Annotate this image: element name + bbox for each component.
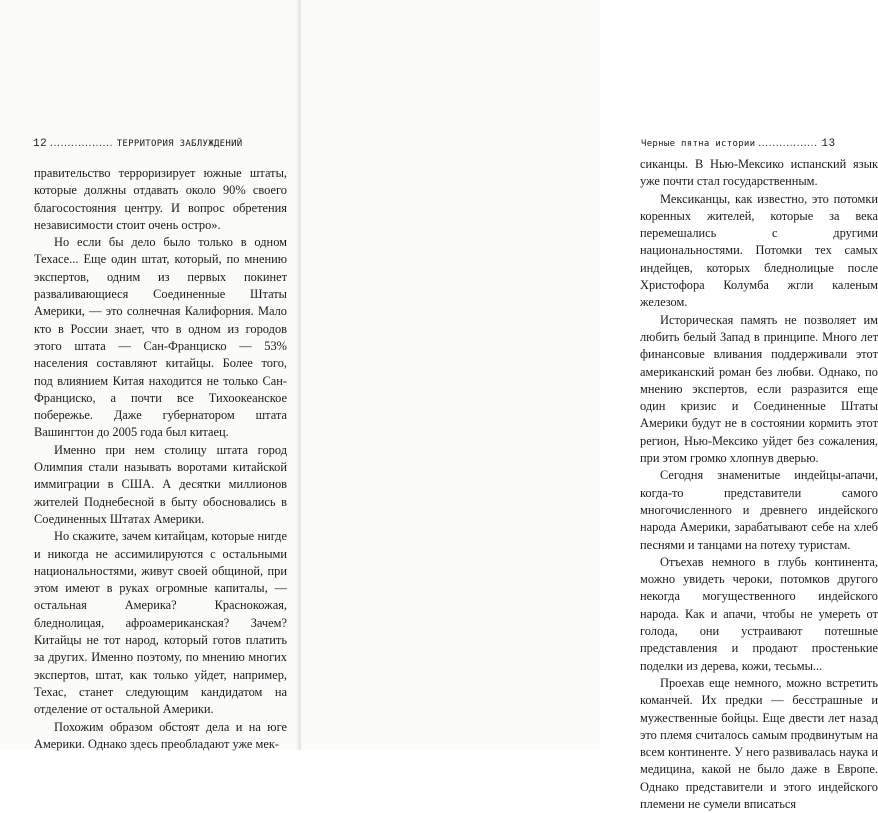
- right-page-header: [641, 138, 874, 154]
- paragraph: Похожим образом обстоят дела и на юге Америки. Однако здесь преобладают уже мек-: [34, 719, 287, 751]
- left-page-body: [34, 165, 287, 753]
- paragraph: Историческая память не позволяет им любить белый Запад в принципе. Много лет финансовые вливания поддерживали этот американский роман без любви. Однако, по мнению экспертов, если разразится еще один кризис и Соединенные Штаты Америки будут не в состоянии кормить этот регион, Нью-Мексико уйдет без сожаления, при этом громко хлопнув дверью.: [640, 312, 878, 466]
- left-header-title: ТЕРРИТОРИЯ ЗАБЛУЖДЕНИЙ: [116, 139, 243, 149]
- paragraph: Но скажите, зачем китайцам, которые нигде и никогда не ассимилируются с остальными национальностями, живут своей общиной, при этом имеют в руках огромные капиталы, — остальная Америка? Краснокожая, бледнолицая, афроамериканская? Зачем? Китайцы не тот народ, который готов платить за других. Именно поэтому, по мнению многих экспертов, штат, как только уйдет, например, Техас, станет следующим кандидатом на отделение от остальной Америки.: [34, 529, 287, 717]
- paragraph: Отъехав немного в глубь континента, можно увидеть чероки, потомков другого некогда могущественного индейского народа. Как и апачи, чтобы не умереть от голода, они устраивают потешные представления и продают простенькие поделки из дерева, кожи, тесьмы...: [640, 554, 878, 673]
- left-page-number: 12: [33, 138, 48, 150]
- header-leader-dots: ..................: [50, 138, 117, 149]
- paragraph: сиканцы. В Нью-Мексико испанский язык уже почти стал государственным.: [640, 157, 878, 189]
- paragraph: Но если бы дело было только в одном Техасе... Еще один штат, который, по мнению экспертов, одним из первых покинет разваливающиеся Соединенные Штаты Америки, — это солнечная Калифорния. Мало кто в России знает, что в одном из городов этого штата — Сан-Франциско — 53% населения составляют китайцы. Более того, под влиянием Китая находится не только Сан-Франциско, а почти все Тихоокеанское побережье. Даже губернатором штата Вашингтон до 2005 года был китаец.: [34, 235, 287, 440]
- right-page-body: [640, 156, 878, 813]
- paragraph: Проехав еще немного, можно встретить команчей. Их предки — бесстрашные и мужественные бойцы. Еще двести лет назад это племя считалось самым продвинутым на всем континенте. У него развивалась наука и медицина, какой не было даже в Европе. Однако представители и этого индейского племени не сумели вписаться: [640, 675, 878, 811]
- right-page-number: 13: [821, 138, 836, 150]
- left-page-header: [33, 138, 291, 154]
- right-header-title: Черные пятна истории: [641, 139, 756, 149]
- paragraph: Именно при нем столицу штата город Олимпия стали называть воротами китайской иммиграции в США. А десятки миллионов жителей Поднебесной в быту обосновались в Соединенных Штатах Америки.: [34, 442, 287, 526]
- paragraph: Мексиканцы, как известно, это потомки коренных жителей, которые за века перемешались с другими национальностями. Потомки тех самых индейцев, которых бледнолицые после Христофора Колумба жгли каленым железом.: [640, 191, 878, 310]
- paragraph: Сегодня знаменитые индейцы-апачи, когда-то представители самого многочисленного и древнего индейского народа Америки, зарабатывают себе на хлеб песнями и танцами на потеху туристам.: [640, 468, 878, 552]
- header-leader-dots: .................: [758, 138, 822, 149]
- left-page: [0, 0, 299, 750]
- paragraph: правительство терроризирует южные штаты, которые должны отдавать около 90% своего благосостояния центру. И вопрос обретения независимости стоит очень остро».: [34, 166, 287, 232]
- right-page: [301, 0, 878, 811]
